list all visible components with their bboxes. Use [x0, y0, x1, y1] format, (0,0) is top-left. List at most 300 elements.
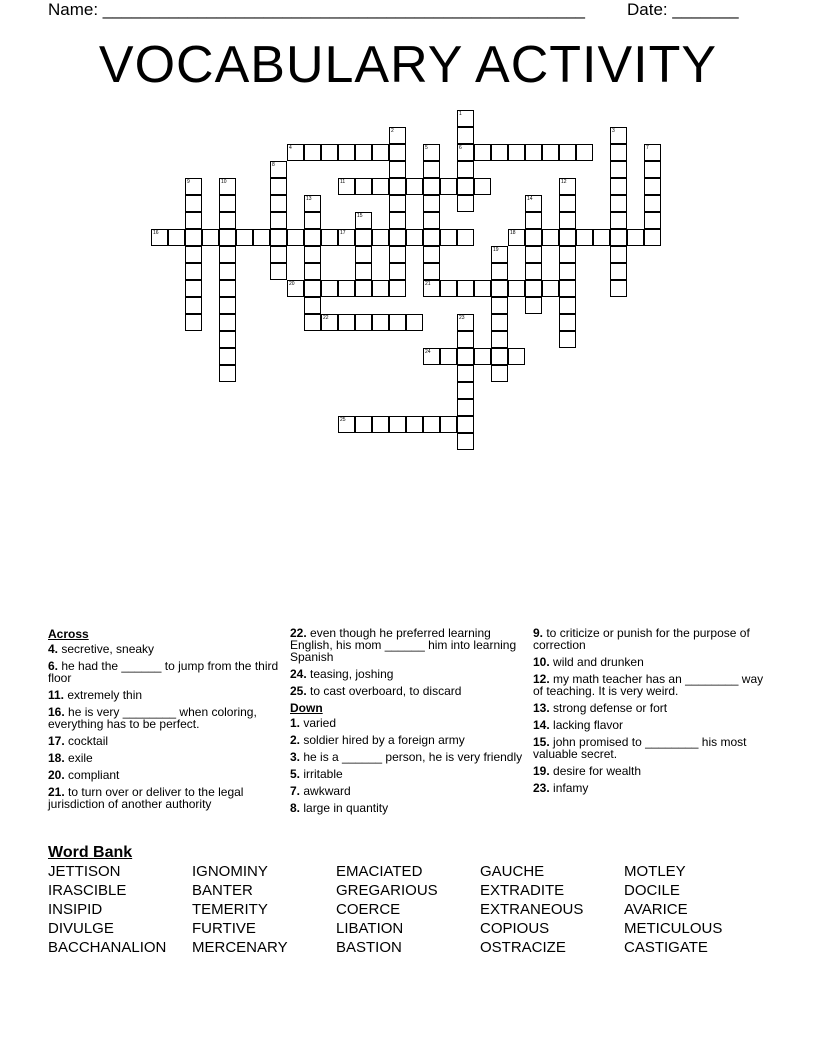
- word-bank-word: MERCENARY: [192, 939, 288, 956]
- crossword-cell[interactable]: [423, 229, 440, 246]
- crossword-cell[interactable]: [457, 195, 474, 212]
- clue-number: 20: [289, 281, 295, 287]
- clue-number: 25: [340, 417, 346, 423]
- crossword-cell[interactable]: [423, 178, 440, 195]
- crossword-cell[interactable]: [270, 212, 287, 229]
- crossword-cell[interactable]: [372, 314, 389, 331]
- clue-item: [533, 673, 765, 697]
- clue-item: [290, 734, 524, 746]
- crossword-cell[interactable]: [423, 195, 440, 212]
- crossword-grid: [0, 0, 816, 470]
- clue-text: even though he preferred learning English, his mom ______ him into learning Spanish: [290, 626, 517, 664]
- crossword-cell[interactable]: [610, 178, 627, 195]
- crossword-cell[interactable]: [372, 178, 389, 195]
- clue-item: [533, 656, 765, 668]
- crossword-cell[interactable]: [185, 195, 202, 212]
- crossword-cell[interactable]: [219, 229, 236, 246]
- clue-text: wild and drunken: [549, 655, 644, 669]
- crossword-cell[interactable]: [270, 263, 287, 280]
- word-bank-title: Word Bank: [48, 844, 133, 861]
- clue-number: 18.: [48, 751, 65, 765]
- clue-number: 9: [187, 179, 190, 185]
- crossword-cell[interactable]: [355, 246, 372, 263]
- clue-item: [533, 702, 765, 714]
- page-title: VOCABULARY ACTIVITY: [98, 36, 718, 94]
- clue-number: 6.: [48, 659, 59, 673]
- crossword-cell[interactable]: [372, 229, 389, 246]
- clue-number: 14.: [533, 718, 550, 732]
- word-bank-word: GREGARIOUS: [336, 882, 438, 899]
- clue-text: to criticize or punish for the purpose of correction: [533, 626, 750, 652]
- word-bank-word: LIBATION: [336, 920, 404, 937]
- clue-number: 2.: [290, 733, 301, 747]
- crossword-cell[interactable]: [457, 144, 474, 161]
- crossword-cell[interactable]: [542, 280, 559, 297]
- crossword-cell[interactable]: [304, 229, 321, 246]
- clue-number: 3: [612, 128, 615, 134]
- crossword-cell[interactable]: [508, 144, 525, 161]
- word-bank-word: DOCILE: [624, 882, 680, 899]
- crossword-cell[interactable]: [304, 212, 321, 229]
- crossword-cell[interactable]: [491, 348, 508, 365]
- crossword-cell[interactable]: [406, 416, 423, 433]
- crossword-cell[interactable]: [610, 161, 627, 178]
- crossword-cell[interactable]: [389, 280, 406, 297]
- word-bank-word: IGNOMINY: [192, 863, 268, 880]
- crossword-cell[interactable]: [457, 416, 474, 433]
- crossword-cell[interactable]: [457, 399, 474, 416]
- clue-number: 11: [340, 179, 346, 185]
- crossword-cell[interactable]: [559, 195, 576, 212]
- crossword-cell[interactable]: [491, 144, 508, 161]
- crossword-cell[interactable]: [644, 161, 661, 178]
- clue-text: irritable: [300, 767, 343, 781]
- crossword-cell[interactable]: [185, 229, 202, 246]
- word-bank-word: EMACIATED: [336, 863, 423, 880]
- crossword-cell[interactable]: [440, 280, 457, 297]
- clue-text: awkward: [300, 784, 351, 798]
- clue-number: 16.: [48, 705, 65, 719]
- crossword-cell[interactable]: [168, 229, 185, 246]
- crossword-cell[interactable]: [338, 314, 355, 331]
- crossword-cell[interactable]: [559, 144, 576, 161]
- crossword-cell[interactable]: [185, 263, 202, 280]
- crossword-cell[interactable]: [355, 280, 372, 297]
- crossword-cell[interactable]: [389, 161, 406, 178]
- clue-text: varied: [300, 716, 337, 730]
- clue-text: to cast overboard, to discard: [306, 684, 462, 698]
- word-bank-word: BACCHANALION: [48, 939, 167, 956]
- word-bank-word: EXTRADITE: [480, 882, 565, 899]
- crossword-cell[interactable]: [270, 195, 287, 212]
- crossword-cell[interactable]: [627, 229, 644, 246]
- clue-number: 13.: [533, 701, 550, 715]
- clue-number: 21.: [48, 785, 65, 799]
- crossword-cell[interactable]: [423, 212, 440, 229]
- crossword-cell[interactable]: [185, 246, 202, 263]
- crossword-cell[interactable]: [338, 416, 355, 433]
- crossword-cell[interactable]: [185, 297, 202, 314]
- crossword-cell[interactable]: [491, 297, 508, 314]
- crossword-cell[interactable]: [389, 195, 406, 212]
- word-bank-word: COPIOUS: [480, 920, 550, 937]
- crossword-cell[interactable]: [491, 263, 508, 280]
- crossword-cell[interactable]: [219, 348, 236, 365]
- crossword-cell[interactable]: [304, 314, 321, 331]
- clue-item: [290, 751, 524, 763]
- crossword-cell[interactable]: [644, 212, 661, 229]
- crossword-cell[interactable]: [389, 127, 406, 144]
- crossword-cell[interactable]: [304, 280, 321, 297]
- crossword-cell[interactable]: [610, 127, 627, 144]
- crossword-cell[interactable]: [610, 246, 627, 263]
- word-bank-word: CASTIGATE: [624, 939, 708, 956]
- crossword-cell[interactable]: [202, 229, 219, 246]
- clue-text: compliant: [64, 768, 120, 782]
- crossword-cell[interactable]: [423, 416, 440, 433]
- crossword-cell[interactable]: [644, 195, 661, 212]
- down-heading: Down: [290, 701, 323, 715]
- crossword-cell[interactable]: [321, 280, 338, 297]
- crossword-cell[interactable]: [304, 144, 321, 161]
- crossword-cell[interactable]: [219, 246, 236, 263]
- crossword-cell[interactable]: [406, 314, 423, 331]
- crossword-cell[interactable]: [525, 212, 542, 229]
- clue-number: 2: [391, 128, 394, 134]
- crossword-cell[interactable]: [287, 144, 304, 161]
- crossword-cell[interactable]: [559, 212, 576, 229]
- crossword-cell[interactable]: [236, 229, 253, 246]
- crossword-cell[interactable]: [406, 178, 423, 195]
- crossword-cell[interactable]: [644, 144, 661, 161]
- crossword-cell[interactable]: [491, 365, 508, 382]
- crossword-cell[interactable]: [185, 178, 202, 195]
- crossword-cell[interactable]: [457, 178, 474, 195]
- clue-item: [533, 627, 765, 651]
- word-bank-word: OSTRACIZE: [480, 939, 566, 956]
- crossword-cell[interactable]: [610, 280, 627, 297]
- clue-text: infamy: [549, 781, 589, 795]
- crossword-cell[interactable]: [542, 229, 559, 246]
- crossword-cell[interactable]: [440, 416, 457, 433]
- crossword-cell[interactable]: [644, 178, 661, 195]
- crossword-cell[interactable]: [185, 212, 202, 229]
- crossword-cell[interactable]: [355, 314, 372, 331]
- clue-number: 8.: [290, 801, 301, 815]
- crossword-cell[interactable]: [525, 195, 542, 212]
- clue-number: 12.: [533, 672, 550, 686]
- clue-item: [533, 782, 765, 794]
- clue-item: [48, 769, 280, 781]
- word-bank-word: MOTLEY: [624, 863, 686, 880]
- crossword-cell[interactable]: [253, 229, 270, 246]
- clue-item: [290, 785, 524, 797]
- crossword-cell[interactable]: [457, 331, 474, 348]
- crossword-cell[interactable]: [321, 314, 338, 331]
- crossword-cell[interactable]: [559, 246, 576, 263]
- clue-number: 13: [306, 196, 312, 202]
- clue-number: 20.: [48, 768, 65, 782]
- crossword-cell[interactable]: [372, 280, 389, 297]
- clue-number: 7.: [290, 784, 301, 798]
- crossword-cell[interactable]: [610, 144, 627, 161]
- clue-item: [48, 660, 280, 684]
- crossword-cell[interactable]: [219, 297, 236, 314]
- clue-number: 4: [289, 145, 292, 151]
- clue-number: 14: [527, 196, 533, 202]
- crossword-cell[interactable]: [542, 144, 559, 161]
- clue-number: 15.: [533, 735, 550, 749]
- clue-number: 15: [357, 213, 363, 219]
- crossword-cell[interactable]: [389, 144, 406, 161]
- clue-number: 11.: [48, 688, 65, 702]
- crossword-cell[interactable]: [559, 314, 576, 331]
- clue-text: he is very ________ when coloring, everything has to be perfect.: [48, 705, 257, 731]
- clue-number: 8: [272, 162, 275, 168]
- crossword-cell[interactable]: [338, 229, 355, 246]
- crossword-cell[interactable]: [508, 229, 525, 246]
- crossword-cell[interactable]: [338, 280, 355, 297]
- crossword-cell[interactable]: [474, 348, 491, 365]
- clue-number: 1: [459, 111, 462, 117]
- crossword-cell[interactable]: [610, 212, 627, 229]
- clue-number: 3.: [290, 750, 301, 764]
- crossword-cell[interactable]: [457, 229, 474, 246]
- crossword-cell[interactable]: [219, 365, 236, 382]
- clue-text: large in quantity: [300, 801, 389, 815]
- crossword-cell[interactable]: [559, 280, 576, 297]
- crossword-cell[interactable]: [559, 178, 576, 195]
- clue-number: 23.: [533, 781, 550, 795]
- crossword-cell[interactable]: [389, 263, 406, 280]
- clue-item: [48, 735, 280, 747]
- clue-item: [533, 765, 765, 777]
- crossword-cell[interactable]: [185, 314, 202, 331]
- crossword-cell[interactable]: [457, 280, 474, 297]
- clue-text: extremely thin: [64, 688, 143, 702]
- clue-item: [290, 685, 524, 697]
- crossword-cell[interactable]: [610, 229, 627, 246]
- crossword-cell[interactable]: [576, 144, 593, 161]
- crossword-cell[interactable]: [610, 263, 627, 280]
- crossword-cell[interactable]: [219, 212, 236, 229]
- word-bank-word: DIVULGE: [48, 920, 114, 937]
- crossword-cell[interactable]: [185, 280, 202, 297]
- crossword-cell[interactable]: [457, 161, 474, 178]
- crossword-cell[interactable]: [644, 229, 661, 246]
- crossword-cell[interactable]: [304, 195, 321, 212]
- clue-item: [48, 752, 280, 764]
- clue-text: he is a ______ person, he is very friendly: [300, 750, 523, 764]
- word-bank-word: TEMERITY: [192, 901, 268, 918]
- crossword-cell[interactable]: [389, 178, 406, 195]
- crossword-cell[interactable]: [389, 229, 406, 246]
- across-heading: Across: [48, 627, 89, 641]
- crossword-cell[interactable]: [508, 280, 525, 297]
- clue-text: soldier hired by a foreign army: [300, 733, 465, 747]
- clue-item: [290, 717, 524, 729]
- clue-number: 7: [646, 145, 649, 151]
- crossword-cell[interactable]: [457, 348, 474, 365]
- clue-text: lacking flavor: [549, 718, 624, 732]
- clue-text: exile: [64, 751, 93, 765]
- word-bank-word: COERCE: [336, 901, 401, 918]
- crossword-cell[interactable]: [491, 331, 508, 348]
- crossword-cell[interactable]: [372, 416, 389, 433]
- crossword-cell[interactable]: [423, 280, 440, 297]
- crossword-cell[interactable]: [219, 195, 236, 212]
- crossword-cell[interactable]: [355, 229, 372, 246]
- crossword-cell[interactable]: [304, 297, 321, 314]
- crossword-cell[interactable]: [389, 314, 406, 331]
- clue-number: 23: [459, 315, 465, 321]
- crossword-cell[interactable]: [287, 229, 304, 246]
- clue-number: 22.: [290, 626, 307, 640]
- crossword-cell[interactable]: [457, 127, 474, 144]
- crossword-cell[interactable]: [440, 178, 457, 195]
- clue-number: 22: [323, 315, 329, 321]
- crossword-cell[interactable]: [287, 280, 304, 297]
- clue-number: 17: [340, 230, 346, 236]
- crossword-cell[interactable]: [474, 144, 491, 161]
- crossword-cell[interactable]: [389, 246, 406, 263]
- crossword-cell[interactable]: [440, 348, 457, 365]
- crossword-cell[interactable]: [338, 178, 355, 195]
- clues-column-1: [48, 627, 280, 815]
- crossword-cell[interactable]: [270, 178, 287, 195]
- crossword-cell[interactable]: [474, 178, 491, 195]
- word-bank-word: INSIPID: [48, 901, 103, 918]
- word-bank-word: AVARICE: [624, 901, 688, 918]
- crossword-cell[interactable]: [491, 246, 508, 263]
- crossword-cell[interactable]: [355, 212, 372, 229]
- clue-text: to turn over or deliver to the legal jurisdiction of another authority: [48, 785, 244, 811]
- clue-number: 9.: [533, 626, 544, 640]
- clue-text: my math teacher has an ________ way of teaching. It is very weird.: [533, 672, 764, 698]
- word-bank-word: JETTISON: [48, 863, 121, 880]
- crossword-cell[interactable]: [593, 229, 610, 246]
- crossword-cell[interactable]: [151, 229, 168, 246]
- word-bank-word: IRASCIBLE: [48, 882, 127, 899]
- crossword-cell[interactable]: [457, 382, 474, 399]
- crossword-cell[interactable]: [423, 348, 440, 365]
- clue-number: 21: [425, 281, 431, 287]
- crossword-cell[interactable]: [270, 161, 287, 178]
- crossword-cell[interactable]: [525, 246, 542, 263]
- crossword-cell[interactable]: [219, 331, 236, 348]
- crossword-cell[interactable]: [525, 144, 542, 161]
- crossword-cell[interactable]: [219, 178, 236, 195]
- crossword-cell[interactable]: [270, 246, 287, 263]
- clue-number: 5: [425, 145, 428, 151]
- crossword-cell[interactable]: [457, 110, 474, 127]
- clue-number: 16: [153, 230, 159, 236]
- crossword-cell[interactable]: [355, 263, 372, 280]
- crossword-cell[interactable]: [559, 229, 576, 246]
- crossword-cell[interactable]: [406, 229, 423, 246]
- clue-number: 17.: [48, 734, 65, 748]
- word-bank-word: EXTRANEOUS: [480, 901, 584, 918]
- crossword-cell[interactable]: [372, 144, 389, 161]
- crossword-cell[interactable]: [559, 263, 576, 280]
- crossword-cell[interactable]: [270, 229, 287, 246]
- crossword-cell[interactable]: [219, 314, 236, 331]
- clue-number: 10: [221, 179, 227, 185]
- crossword-cell[interactable]: [576, 229, 593, 246]
- crossword-cell[interactable]: [219, 263, 236, 280]
- crossword-cell[interactable]: [338, 144, 355, 161]
- crossword-cell[interactable]: [508, 348, 525, 365]
- crossword-cell[interactable]: [321, 229, 338, 246]
- crossword-cell[interactable]: [457, 314, 474, 331]
- crossword-cell[interactable]: [610, 195, 627, 212]
- clue-item: [290, 627, 524, 663]
- clue-item: [48, 689, 280, 701]
- crossword-cell[interactable]: [440, 229, 457, 246]
- crossword-cell[interactable]: [423, 246, 440, 263]
- clue-text: desire for wealth: [549, 764, 642, 778]
- word-bank-word: FURTIVE: [192, 920, 256, 937]
- clue-item: [290, 768, 524, 780]
- crossword-cell[interactable]: [389, 212, 406, 229]
- crossword-cell[interactable]: [474, 280, 491, 297]
- clue-text: secretive, sneaky: [58, 642, 155, 656]
- clue-number: 19.: [533, 764, 550, 778]
- crossword-cell[interactable]: [525, 229, 542, 246]
- clue-number: 6: [459, 145, 462, 151]
- crossword-cell[interactable]: [525, 280, 542, 297]
- clue-item: [48, 643, 280, 655]
- clue-item: [290, 802, 524, 814]
- crossword-cell[interactable]: [457, 365, 474, 382]
- clue-number: 18: [510, 230, 516, 236]
- crossword-cell[interactable]: [525, 297, 542, 314]
- crossword-cell[interactable]: [559, 331, 576, 348]
- clue-item: [48, 706, 280, 730]
- crossword-cell[interactable]: [304, 263, 321, 280]
- crossword-cell[interactable]: [423, 263, 440, 280]
- crossword-cell[interactable]: [355, 178, 372, 195]
- crossword-cell[interactable]: [525, 263, 542, 280]
- crossword-cell[interactable]: [321, 144, 338, 161]
- crossword-cell[interactable]: [304, 246, 321, 263]
- word-bank-word: BANTER: [192, 882, 253, 899]
- clue-text: teasing, joshing: [306, 667, 394, 681]
- crossword-cell[interactable]: [491, 314, 508, 331]
- crossword-cell[interactable]: [423, 161, 440, 178]
- clue-number: 10.: [533, 655, 550, 669]
- word-bank-word: METICULOUS: [624, 920, 723, 937]
- crossword-cell[interactable]: [219, 280, 236, 297]
- clues-column-2: [290, 627, 524, 819]
- crossword-cell[interactable]: [355, 144, 372, 161]
- crossword-cell[interactable]: [457, 433, 474, 450]
- clue-text: strong defense or fort: [549, 701, 668, 715]
- crossword-cell[interactable]: [389, 416, 406, 433]
- clue-number: 24: [425, 349, 431, 355]
- crossword-cell[interactable]: [559, 297, 576, 314]
- clues-column-3: [533, 627, 765, 799]
- date-field-label: Date: _______: [627, 0, 739, 19]
- clue-number: 24.: [290, 667, 307, 681]
- clue-number: 1.: [290, 716, 301, 730]
- crossword-cell[interactable]: [423, 144, 440, 161]
- clue-number: 4.: [48, 642, 59, 656]
- clue-text: john promised to ________ his most valuable secret.: [533, 735, 747, 761]
- word-bank: [48, 862, 808, 957]
- crossword-cell[interactable]: [491, 280, 508, 297]
- crossword-cell[interactable]: [355, 416, 372, 433]
